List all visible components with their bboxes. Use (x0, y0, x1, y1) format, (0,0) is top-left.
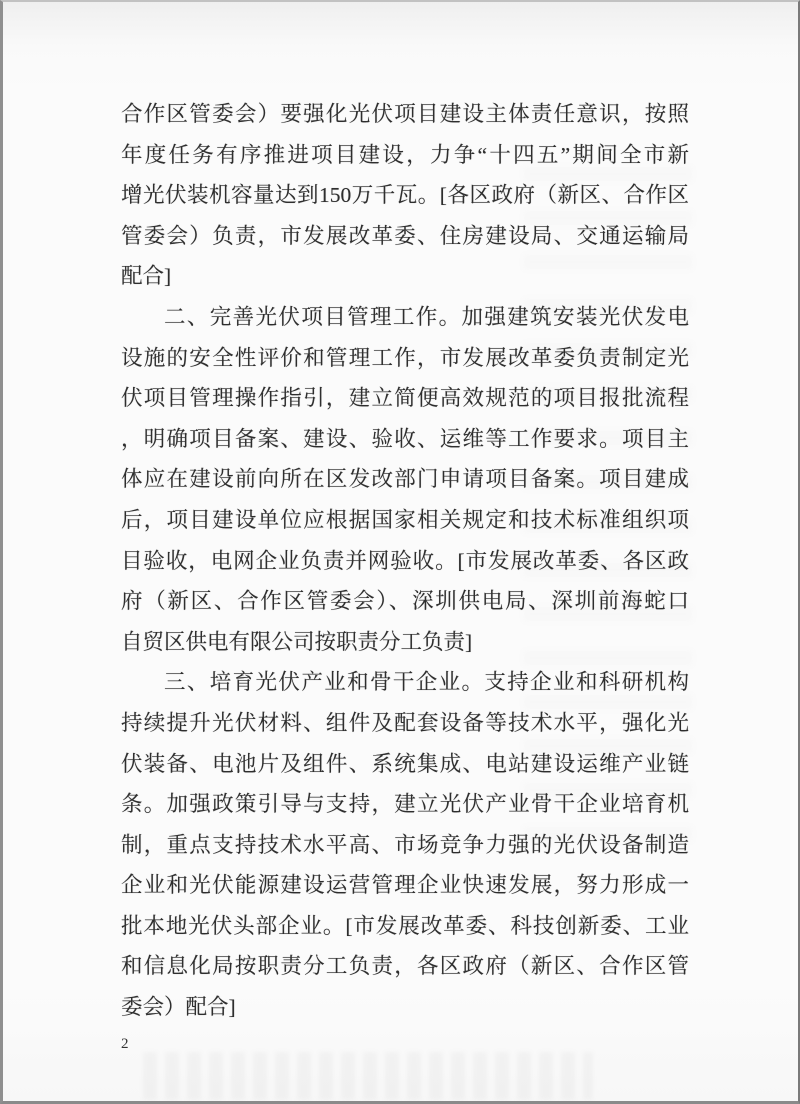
text-line: 自贸区供电有限公司按职责分工负责] (121, 629, 473, 654)
text-line: 条。加强政策引导与支持，建立光伏产业骨干企业培育机 (121, 792, 689, 817)
text-line: 三、培育光伏产业和骨干企业。支持企业和科研机构 (164, 670, 689, 695)
text-line: 伏装备、电池片及组件、系统集成、电站建设运维产业链 (121, 751, 689, 776)
text-line: 增光伏装机容量达到150万千瓦。[各区政府（新区、合作区 (121, 183, 689, 208)
text-line: 制，重点支持技术水平高、市场竞争力强的光伏设备制造 (121, 832, 689, 857)
text-line: 二、完善光伏项目管理工作。加强建筑安装光伏发电 (164, 304, 689, 329)
bleed-through-ghost-bottom (143, 1052, 593, 1100)
page-number: 2 (121, 1036, 129, 1052)
text-line: 委会）配合] (121, 995, 236, 1020)
text-line: 管委会）负责，市发展改革委、住房建设局、交通运输局 (121, 223, 689, 248)
text-line: 持续提升光伏材料、组件及配套设备等技术水平，强化光 (121, 710, 689, 735)
text-line: 合作区管委会）要强化光伏项目建设主体责任意识，按照 (121, 102, 689, 126)
text-line: ，明确项目备案、建设、验收、运维等工作要求。项目主 (121, 426, 689, 451)
text-line: 府（新区、合作区管委会）、深圳供电局、深圳前海蛇口 (121, 589, 689, 614)
text-line: 目验收，电网企业负责并网验收。[市发展改革委、各区政 (121, 548, 689, 573)
text-line: 伏项目管理操作指引，建立简便高效规范的项目报批流程 (121, 386, 689, 411)
text-line: 和信息化局按职责分工负责，各区政府（新区、合作区管 (121, 954, 689, 979)
text-line: 批本地光伏头部企业。[市发展改革委、科技创新委、工业 (121, 913, 689, 938)
text-line: 后，项目建设单位应根据国家相关规定和技术标准组织项 (121, 507, 689, 532)
text-line: 配合] (121, 264, 172, 289)
text-line: 年度任务有序推进项目建设，力争“十四五”期间全市新 (121, 142, 689, 167)
text-line: 企业和光伏能源建设运营管理企业快速发展，努力形成一 (121, 873, 689, 898)
text-line: 设施的安全性评价和管理工作，市发展改革委负责制定光 (121, 345, 689, 370)
document-body (121, 94, 689, 1028)
text-line: 体应在建设前向所在区发改部门申请项目备案。项目建成 (121, 467, 689, 492)
